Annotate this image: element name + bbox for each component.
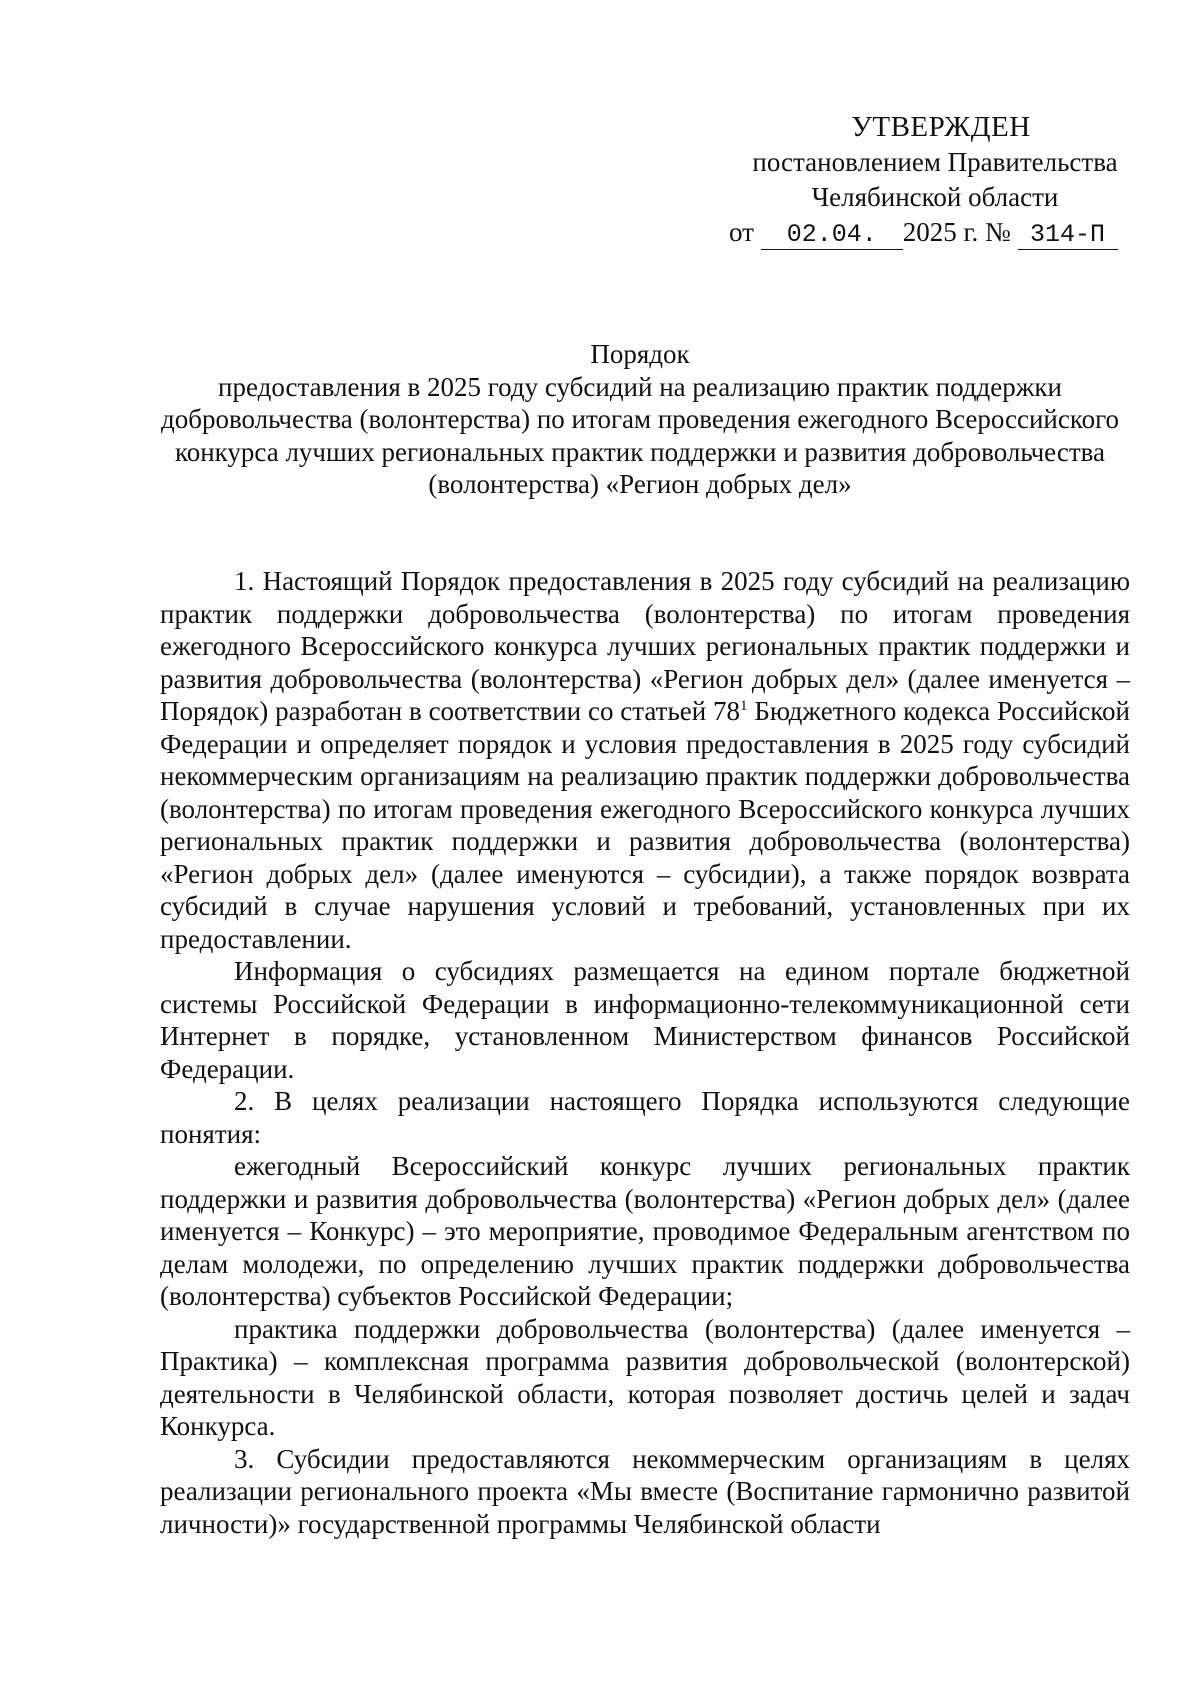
document-body	[160, 565, 1130, 1540]
approval-date: 02.04.	[761, 221, 903, 250]
document-heading: Порядок	[590, 339, 690, 369]
paragraph-2: Информация о субсидиях размещается на едином портале бюджетной системы Российской Федерации в информационно-телекоммуникационной сети Интернет в порядке, установленном Министерством финансов Российской Федерации.	[160, 956, 1130, 1084]
paragraph-3: 2. В целях реализации настоящего Порядка используются следующие понятия:	[160, 1086, 1130, 1149]
approval-prefix: от	[729, 217, 754, 247]
approval-number: 314-П	[1018, 221, 1118, 250]
approval-line-2: Челябинской области	[811, 182, 1059, 212]
paragraph-5: практика поддержки добровольчества (волонтерства) (далее именуется – Практика) – комплексная программа развития добровольческой (волонтерской) деятельности в Челябинской области, которая позволяет достичь целей и задач Конкурса.	[160, 1313, 1130, 1441]
document-subtitle: предоставления в 2025 году субсидий на реализацию практик поддержки добровольчества (волонтерства) по итогам проведения ежегодного Всероссийского конкурса лучших региональных практик поддержки и развития добровольчества (волонтерства) «Регион добрых дел»	[160, 371, 1119, 499]
approval-title: УТВЕРЖДЕН	[851, 111, 1031, 143]
approval-stamp	[729, 110, 1135, 250]
paragraph-1-superscript: 1	[740, 698, 748, 714]
approval-year: 2025 г. №	[902, 217, 1011, 247]
paragraph-4: ежегодный Всероссийский конкурс лучших региональных практик поддержки и развития добровольчества (волонтерства) «Регион добрых дел» (далее именуется – Конкурс) – это мероприятие, проводимое Федеральным агентством по делам молодежи, по определению лучших практик поддержки добровольчества (волонтерства) субъектов Российской Федерации;	[160, 1151, 1130, 1311]
paragraph-1-part-1: 1. Настоящий Порядок предоставления в 2025 году субсидий на реализацию практик поддержки добровольчества (волонтерства) по итогам проведения ежегодного Всероссийского конкурса лучших региональных практик поддержки и развития добровольчества (волонтерства) «Регион добрых дел» (далее именуется – Порядок) разработан в соответствии со статьей 78	[160, 566, 1130, 726]
approval-line-1: постановлением Правительства	[752, 147, 1118, 177]
paragraph-1-part-2: Бюджетного кодекса Российской Федерации и определяет порядок и условия предоставления в 2025 году субсидий некоммерческим организациям на реализацию практик поддержки добровольчества (волонтерства) по итогам проведения ежегодного Всероссийского конкурса лучших региональных практик поддержки и развития добровольчества (волонтерства) «Регион добрых дел» (далее именуются – субсидии), а также порядок возврата субсидий в случае нарушения условий и требований, установленных при их предоставлении.	[160, 696, 1130, 954]
paragraph-6: 3. Субсидии предоставляются некоммерческим организациям в целях реализации регионального проекта «Мы вместе (Воспитание гармонично развитой личности)» государственной программы Челябинской области	[160, 1443, 1130, 1539]
approval-date-line	[729, 215, 1135, 250]
paragraph-1	[160, 565, 1130, 955]
document-title-block	[150, 338, 1130, 501]
